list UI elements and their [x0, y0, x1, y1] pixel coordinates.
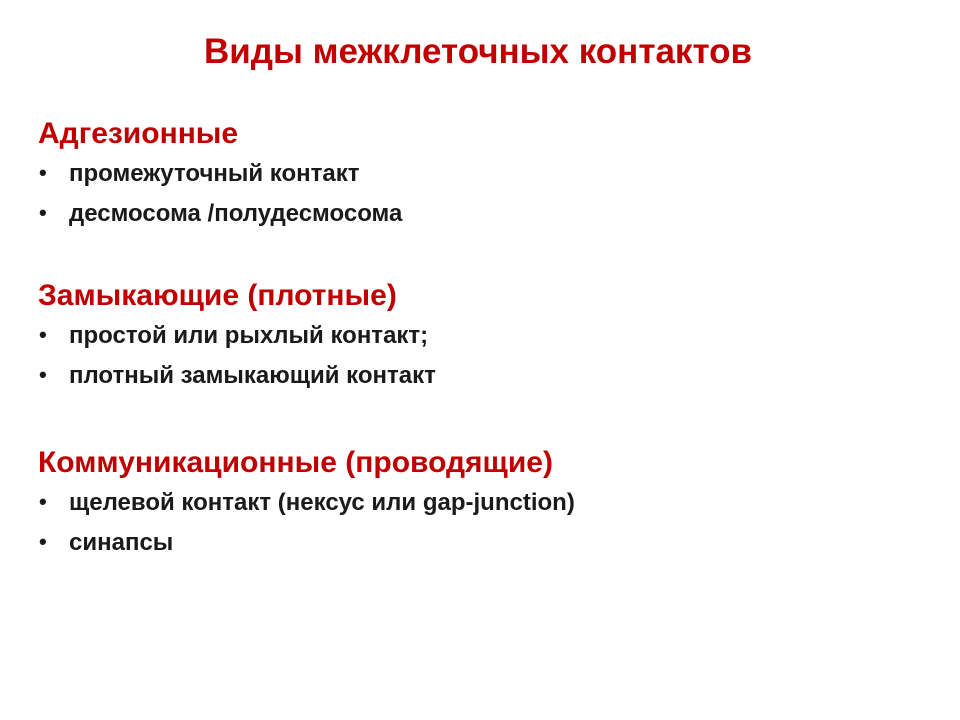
- bullet-item: [38, 194, 918, 234]
- bullet-text: синапсы: [69, 529, 174, 556]
- section-heading: Адгезионные: [38, 117, 239, 150]
- slide-title: Виды межклеточных контактов: [203, 32, 753, 71]
- bullet-icon: •: [39, 160, 47, 185]
- bullet-item: [38, 356, 918, 396]
- bullet-list: [38, 483, 918, 563]
- bullet-item: [38, 316, 918, 356]
- bullet-icon: •: [39, 489, 47, 514]
- section-heading: Коммуникационные (проводящие): [38, 446, 553, 479]
- bullet-text: десмосома /полудесмосома: [69, 200, 403, 227]
- bullet-icon: •: [39, 529, 47, 554]
- bullet-icon: •: [39, 362, 47, 387]
- bullet-text: плотный замыкающий контакт: [69, 362, 436, 389]
- bullet-icon: •: [39, 322, 47, 347]
- bullet-item: [38, 523, 918, 563]
- bullet-text: щелевой контакт (нексус или gap-junction): [69, 489, 575, 516]
- section-heading: Замыкающие (плотные): [38, 279, 397, 312]
- bullet-item: [38, 483, 918, 523]
- section-adhesive: [38, 114, 918, 234]
- section-communicating: [38, 443, 918, 563]
- section-tight: [38, 276, 918, 396]
- bullet-list: [38, 154, 918, 234]
- bullet-icon: •: [39, 200, 47, 225]
- bullet-text: простой или рыхлый контакт;: [69, 322, 429, 349]
- bullet-text: промежуточный контакт: [69, 160, 360, 187]
- bullet-item: [38, 154, 918, 194]
- bullet-list: [38, 316, 918, 396]
